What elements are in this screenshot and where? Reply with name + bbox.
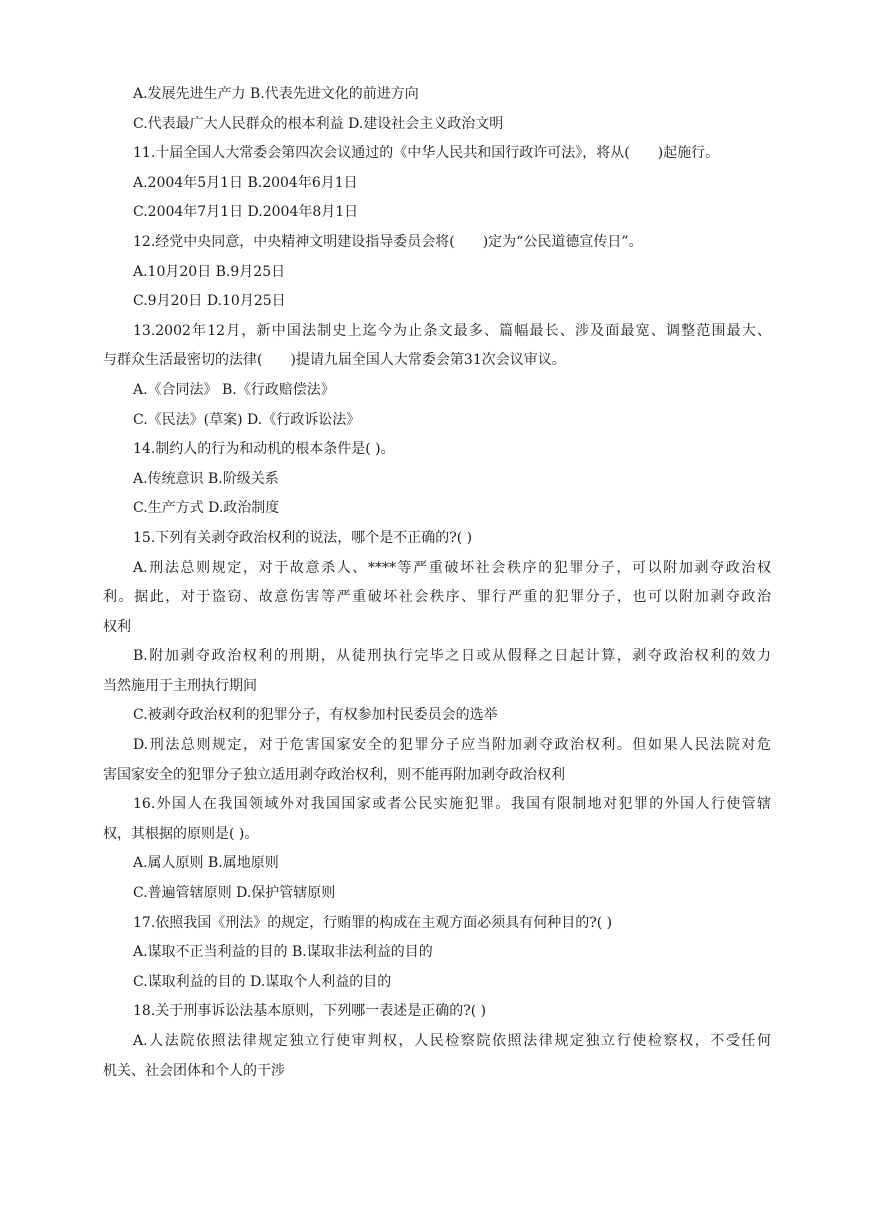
option-line: A.人法院依照法律规定独立行使审判权，人民检察院依照法律规定独立行使检察权，不受任何: [133, 1033, 771, 1049]
option-line: A.刑法总则规定，对于故意杀人、****等严重破坏社会秩序的犯罪分子，可以附加剥夺政治权: [133, 559, 771, 576]
option-line: C.代表最广大人民群众的根本利益 D.建设社会主义政治文明: [133, 115, 504, 132]
question-16: 16.外国人在我国领域外对我国国家或者公民实施犯罪。我国有限制地对犯罪的外国人行使管辖: [133, 796, 771, 813]
question-11: 11.十届全国人大常委会第四次会议通过的《中华人民共和国行政许可法》，将从( )起施行。: [133, 145, 720, 162]
option-line: D.刑法总则规定，对于危害国家安全的犯罪分子应当附加剥夺政治权利。但如果人民法院对危: [133, 737, 771, 754]
question-18: 18.关于刑事诉讼法基本原则，下列哪一表述是正确的?( ): [133, 1003, 487, 1020]
question-13-continued: 与群众生活最密切的法律( )提请九届全国人大常委会第31次会议审议。: [103, 352, 566, 369]
document-body: [103, 80, 771, 1086]
option-line-continued: 权利: [103, 618, 131, 635]
option-line-continued: 害国家安全的犯罪分子独立适用剥夺政治权利，则不能再附加剥夺政治权利: [103, 766, 565, 783]
option-line: C.9月20日 D.10月25日: [133, 293, 286, 310]
option-line-continued: 利。据此，对于盗窃、故意伤害等严重破坏社会秩序、罪行严重的犯罪分子，也可以附加剥夺政治: [103, 589, 771, 606]
question-15: 15.下列有关剥夺政治权利的说法，哪个是不正确的?( ): [133, 529, 473, 546]
question-12: 12.经党中央同意，中央精神文明建设指导委员会将( )定为“公民道德宣传日”。: [133, 233, 643, 250]
option-line: C.被剥夺政治权利的犯罪分子，有权参加村民委员会的选举: [133, 707, 498, 724]
option-line: C.生产方式 D.政治制度: [133, 500, 280, 517]
option-line: A.属人原则 B.属地原则: [133, 855, 279, 872]
option-line: C.2004年7月1日 D.2004年8月1日: [133, 204, 359, 221]
option-line: A.传统意识 B.阶级关系: [133, 470, 279, 487]
option-line: A.10月20日 B.9月25日: [133, 263, 286, 280]
option-line: A.发展先进生产力 B.代表先进文化的前进方向: [133, 86, 419, 102]
option-line: C.《民法》(草案) D.《行政诉讼法》: [133, 411, 361, 428]
question-16-continued: 权，其根据的原则是( )。: [103, 825, 259, 842]
option-line-continued: 机关、社会团体和个人的干涉: [103, 1062, 285, 1079]
option-line: A.谋取不正当利益的目的 B.谋取非法利益的目的: [133, 944, 433, 961]
question-17: 17.依照我国《刑法》的规定，行贿罪的构成在主观方面必须具有何种目的?( ): [133, 914, 613, 931]
option-line-continued: 当然施用于主刑执行期间: [103, 677, 257, 694]
option-line: B.附加剥夺政治权利的刑期，从徒刑执行完毕之日或从假释之日起计算，剥夺政治权利的效力: [133, 648, 771, 665]
option-line: C.谋取利益的目的 D.谋取个人利益的目的: [133, 973, 392, 990]
question-13: 13.2002年12月，新中国法制史上迄今为止条文最多、篇幅最长、涉及面最宽、调整范围最大、: [133, 322, 771, 339]
option-line: C.普遍管辖原则 D.保护管辖原则: [133, 885, 336, 902]
option-line: A.2004年5月1日 B.2004年6月1日: [133, 174, 358, 191]
option-line: A.《合同法》 B.《行政赔偿法》: [133, 381, 335, 398]
question-14: 14.制约人的行为和动机的根本条件是( )。: [133, 441, 395, 458]
